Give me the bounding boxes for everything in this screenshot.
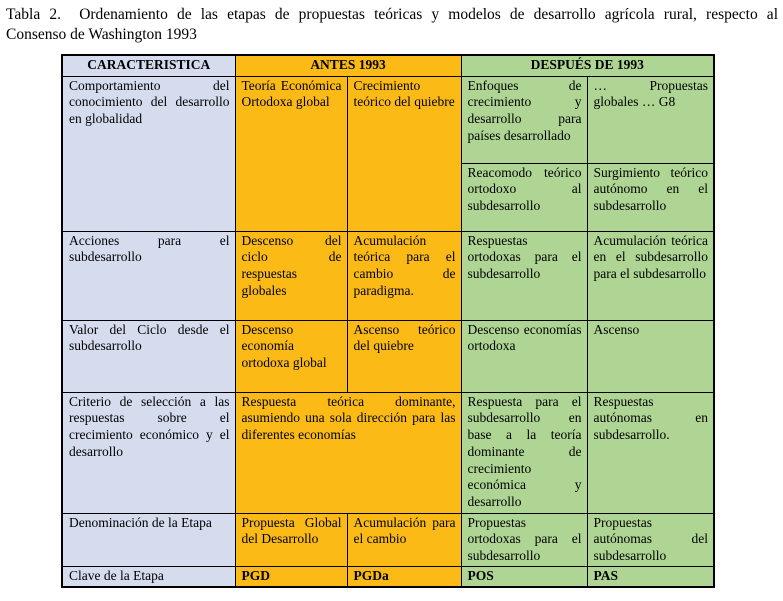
label-comportamiento: Comportamiento del conocimiento del desarrollo en globalidad	[62, 76, 235, 231]
cell-clave-pgd: PGD	[235, 566, 347, 587]
label-valor: Valor del Ciclo desde el subdesarrollo	[62, 320, 235, 392]
cell-comportamiento-despues-top-2: … Propuestas globales … G8	[587, 76, 714, 163]
cell-comportamiento-antes-2: Crecimiento teórico del quiebre	[347, 76, 461, 231]
caption-line-2: Consenso de Washington 1993	[6, 26, 197, 43]
cell-acciones-antes-1: Descenso del ciclo de respuestas globales	[235, 231, 347, 320]
header-row	[62, 55, 714, 76]
caption-line-1: Tabla 2. Ordenamiento de las etapas de propuestas teóricas y modelos de desarrollo agrícola rural, respecto al	[6, 6, 778, 23]
cell-valor-despues-1: Descenso economías ortodoxa	[461, 320, 587, 392]
header-antes-1993: ANTES 1993	[235, 55, 461, 76]
cell-denominacion-antes-2: Acumulación para el cambio	[347, 513, 461, 566]
label-criterio: Criterio de selección a las respuestas sobre el crecimiento económico y el desarrollo	[62, 392, 235, 513]
cell-comportamiento-despues-bottom-2: Surgimiento teórico autónomo en el subdesarrollo	[587, 163, 714, 231]
row-valor	[62, 320, 714, 392]
header-caracteristica: CARACTERISTICA	[62, 55, 235, 76]
cell-comportamiento-despues-bottom-1: Reacomodo teórico ortodoxo al subdesarrollo	[461, 163, 587, 231]
cell-comportamiento-antes-1: Teoría Económica Ortodoxa global	[235, 76, 347, 231]
label-acciones: Acciones para el subdesarrollo	[62, 231, 235, 320]
cell-denominacion-despues-1: Propuestas ortodoxas para el subdesarrollo	[461, 513, 587, 566]
row-denominacion	[62, 513, 714, 566]
label-clave: Clave de la Etapa	[62, 566, 235, 587]
cell-clave-pas: PAS	[587, 566, 714, 587]
cell-valor-antes-1: Descenso economía ortodoxa global	[235, 320, 347, 392]
cell-acciones-antes-2: Acumulación teórica para el cambio de paradigma.	[347, 231, 461, 320]
cell-denominacion-antes-1: Propuesta Global del Desarrollo	[235, 513, 347, 566]
row-acciones	[62, 231, 714, 320]
cell-acciones-despues-2: Acumulación teórica en el subdesarrollo para el subdesarrollo	[587, 231, 714, 320]
tabla-2	[61, 54, 715, 588]
row-criterio	[62, 392, 714, 513]
table-caption	[6, 5, 778, 45]
cell-denominacion-despues-2: Propuestas autónomas del subdesarrollo	[587, 513, 714, 566]
row-clave	[62, 566, 714, 587]
cell-valor-despues-2: Ascenso	[587, 320, 714, 392]
row-comportamiento-top	[62, 76, 714, 163]
cell-criterio-despues-2: Respuestas autónomas en subdesarrollo.	[587, 392, 714, 513]
cell-valor-antes-2: Ascenso teórico del quiebre	[347, 320, 461, 392]
cell-criterio-antes-merged: Respuesta teórica dominante, asumiendo una sola dirección para las diferentes economías	[235, 392, 461, 513]
cell-clave-pgda: PGDa	[347, 566, 461, 587]
cell-comportamiento-despues-top-1: Enfoques de crecimiento y desarrollo para países desarrollado	[461, 76, 587, 163]
cell-clave-pos: POS	[461, 566, 587, 587]
label-denominacion: Denominación de la Etapa	[62, 513, 235, 566]
cell-criterio-despues-1: Respuesta para el subdesarrollo en base a la teoría dominante de crecimiento económica y desarrollo	[461, 392, 587, 513]
cell-acciones-despues-1: Respuestas ortodoxas para el subdesarrollo	[461, 231, 587, 320]
header-despues-de-1993: DESPUÉS DE 1993	[461, 55, 714, 76]
